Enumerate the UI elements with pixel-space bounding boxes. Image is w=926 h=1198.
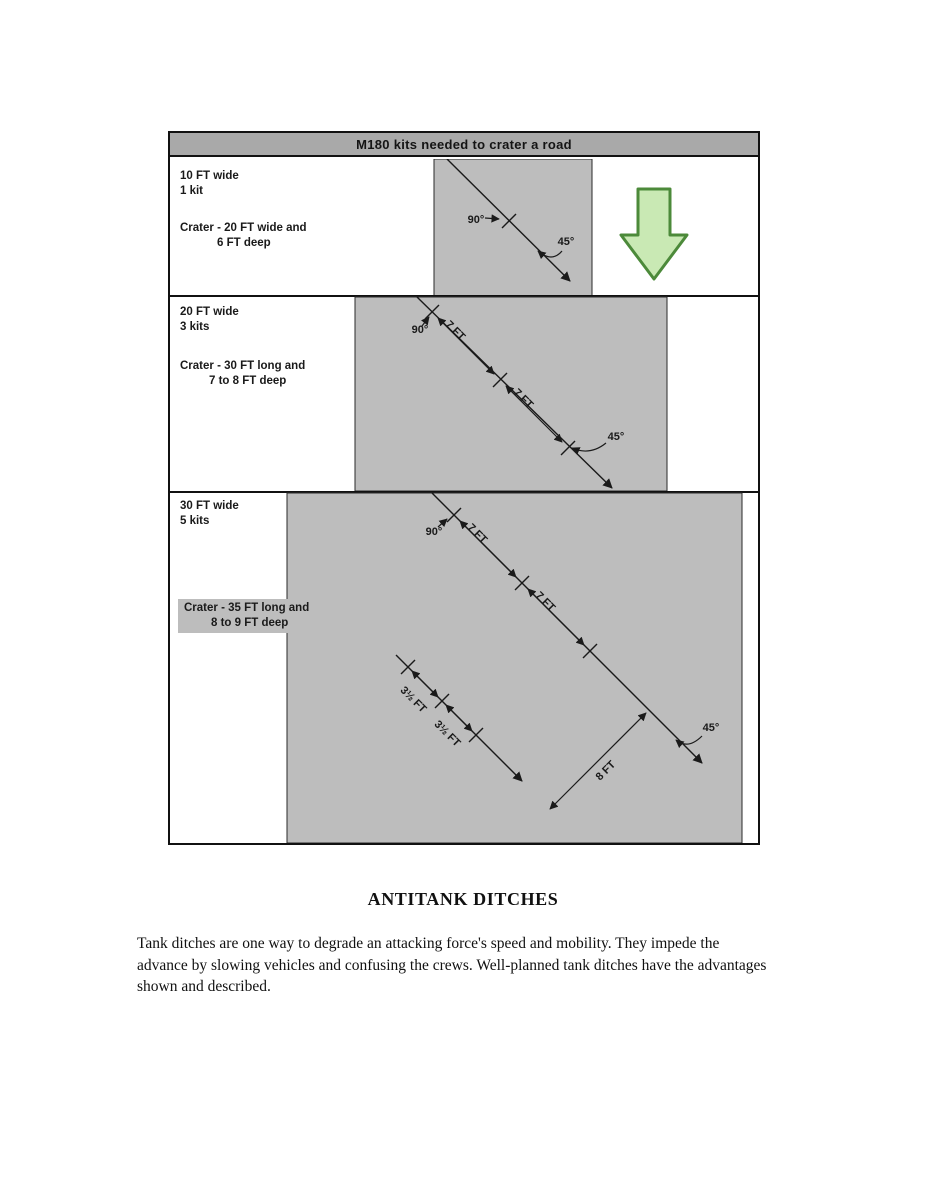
panel1-angle-90-label: 90°	[467, 214, 485, 226]
panel2-road-group	[355, 297, 667, 491]
panel1-angle-45-label: 45°	[557, 236, 575, 248]
panel3-angle-45-label: 45°	[702, 722, 720, 734]
figure-title: M180 kits needed to crater a road	[170, 133, 758, 157]
crater-diagram	[170, 159, 758, 843]
panel1-kits-label: 1 kit	[180, 185, 204, 197]
panel1-crater-line2: 6 FT deep	[217, 237, 271, 249]
panel1-road	[434, 159, 592, 296]
panel2-crater-note	[180, 359, 305, 389]
panel2-width-kits	[180, 305, 239, 335]
panel1-width-kits	[180, 169, 239, 199]
panel3-crater-line1: Crater - 35 FT long and	[184, 602, 310, 614]
panel2-angle-90-label: 90°	[411, 324, 429, 336]
panel3-crater-line2: 8 to 9 FT deep	[211, 617, 289, 629]
section-heading: ANTITANK DITCHES	[367, 889, 559, 909]
panel3-seg3-label: 3½ FT	[397, 684, 429, 716]
panel2-kits-label: 3 kits	[180, 321, 210, 333]
panel3-road-group	[287, 493, 742, 843]
panel3-kits-label: 5 kits	[180, 515, 210, 527]
panel1-road-group	[434, 159, 592, 296]
panel3-width-label: 30 FT wide	[180, 500, 239, 512]
panel3-width-kits	[180, 499, 239, 529]
panel3-seg2-label: 7 FT	[532, 589, 558, 615]
panel2-angle-45-label: 45°	[607, 431, 625, 443]
panel3-road	[287, 493, 742, 843]
panel2-seg1-label: 7 FT	[442, 318, 468, 344]
panel3-offset-distance-label: 8 FT	[593, 758, 619, 784]
panel1-width-label: 10 FT wide	[180, 170, 239, 182]
down-arrow-icon	[621, 189, 687, 279]
panel1-crater-line1: Crater - 20 FT wide and	[180, 222, 307, 234]
panel2-width-label: 20 FT wide	[180, 306, 239, 318]
crater-kits-figure	[168, 131, 760, 845]
panel3-seg1-label: 7 FT	[464, 521, 490, 547]
panel3-angle-90-label: 90°	[425, 526, 443, 538]
panel3-crater-note	[178, 599, 315, 633]
panel1-crater-note	[180, 221, 307, 251]
body-paragraph: Tank ditches are one way to degrade an attacking force's speed and mobility. They impede the advance by slowing vehicles and confusing the crews. Well-planned tank ditches have the advantages shown and described.	[137, 935, 767, 995]
panel2-seg2-label: 7 FT	[510, 386, 536, 412]
panel3-seg4-label: 3½ FT	[431, 718, 463, 750]
panel2-crater-line2: 7 to 8 FT deep	[209, 375, 287, 387]
panel2-crater-line1: Crater - 30 FT long and	[180, 360, 306, 372]
